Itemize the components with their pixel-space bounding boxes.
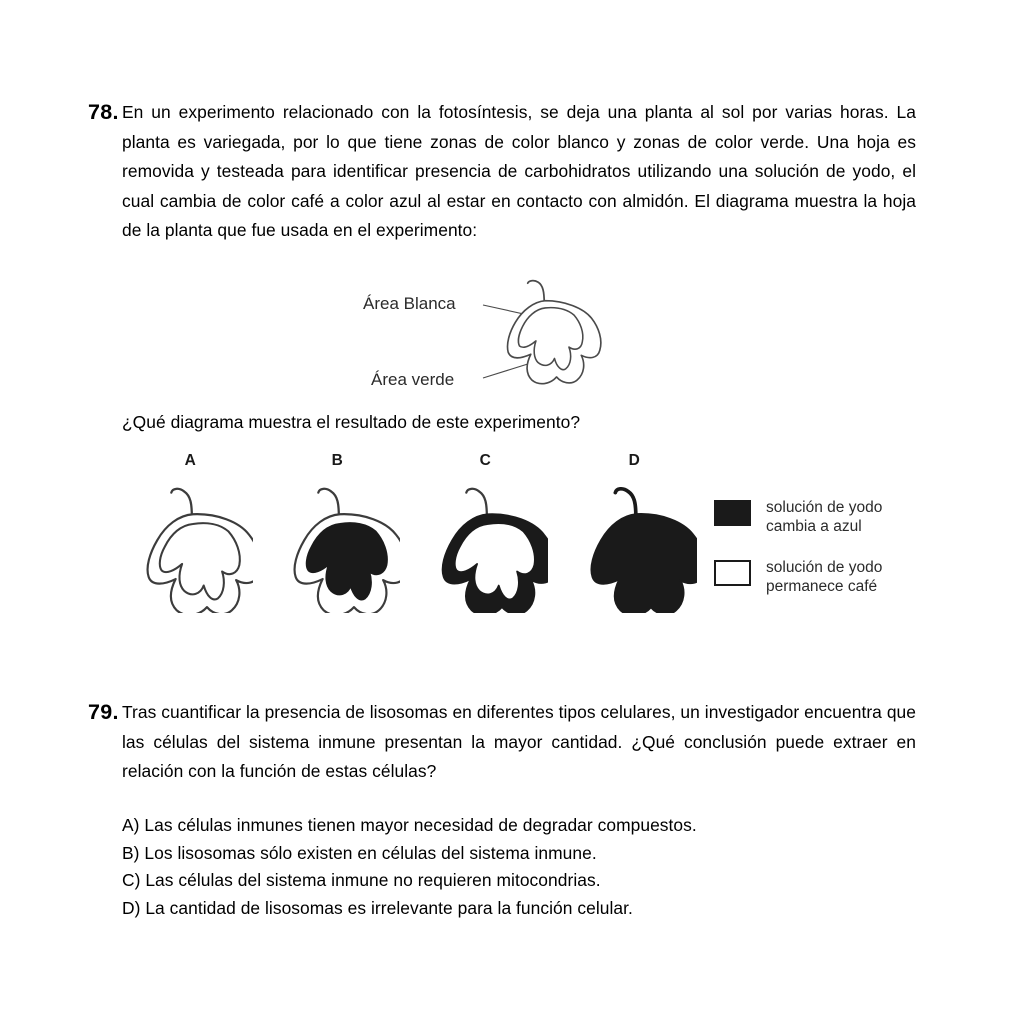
option-b[interactable] (275, 452, 400, 613)
reference-leaf-diagram (355, 272, 615, 397)
option-b-label: B (331, 452, 344, 469)
question-79-row (88, 698, 916, 787)
label-white-area: Área Blanca (363, 294, 456, 313)
question-79-number: 79. (88, 700, 119, 724)
option-c-figure (423, 478, 548, 613)
legend-brown-line1: solución de yodo (766, 559, 883, 576)
option-a-figure (128, 478, 253, 613)
legend (714, 498, 919, 618)
question-78-options (120, 452, 700, 622)
leaf-a-svg (128, 478, 253, 613)
question-79-text: Tras cuantificar la presencia de lisosomas en diferentes tipos celulares, un investigador encuentra que las células del sistema inmune presentan la mayor cantidad. ¿Qué conclusión puede extraer en relación con la función de estas células? (122, 702, 916, 781)
legend-row-brown (714, 558, 919, 596)
legend-row-blue (714, 498, 919, 536)
legend-swatch-filled-icon (714, 500, 751, 526)
answer-option-d[interactable]: D) La cantidad de lisosomas es irrelevante para la función celular. (122, 897, 633, 918)
legend-blue-line1: solución de yodo (766, 499, 883, 516)
option-a[interactable] (128, 452, 253, 613)
legend-text-blue (766, 498, 882, 536)
answer-option-b[interactable]: B) Los lisosomas sólo existen en células del sistema inmune. (122, 842, 597, 863)
question-78-row (88, 98, 916, 246)
question-79-block (88, 698, 916, 787)
option-c[interactable] (423, 452, 548, 613)
option-d[interactable] (572, 452, 697, 613)
legend-brown-line2: permanece café (766, 578, 878, 595)
option-c-label: C (479, 452, 492, 469)
leaf-b-svg (275, 478, 400, 613)
option-b-figure (275, 478, 400, 613)
leaf-d-svg (572, 478, 697, 613)
legend-swatch-hollow-icon (714, 560, 751, 586)
reference-leaf-shape (508, 281, 601, 384)
answer-option-a[interactable]: A) Las células inmunes tienen mayor necesidad de degradar compuestos. (122, 815, 697, 835)
legend-blue-line2: cambia a azul (766, 518, 862, 535)
label-green-area: Área verde (371, 370, 455, 389)
question-78-block (88, 98, 916, 246)
option-d-label: D (628, 452, 641, 469)
answer-option-c[interactable]: C) Las células del sistema inmune no requieren mitocondrias. (122, 870, 601, 891)
question-78-number: 78. (88, 100, 119, 124)
question-79-answers (122, 812, 922, 922)
option-a-label: A (184, 452, 197, 469)
leaf-c-svg (423, 478, 548, 613)
question-78-sub-question: ¿Qué diagrama muestra el resultado de este experimento? (122, 412, 581, 432)
question-78-text: En un experimento relacionado con la fotosíntesis, se deja una planta al sol por varias horas. La planta es variegada, por lo que tiene zonas de color blanco y zonas de color verde. Una hoja es removida y testeada para identificar presencia de carbohidratos utilizando una solución de yodo, el cual cambia de color café a color azul al estar en contacto con almidón. El diagrama muestra la hoja de la planta que fue usada en el experimento: (122, 102, 916, 240)
legend-text-brown (766, 558, 882, 596)
option-d-figure (572, 478, 697, 613)
